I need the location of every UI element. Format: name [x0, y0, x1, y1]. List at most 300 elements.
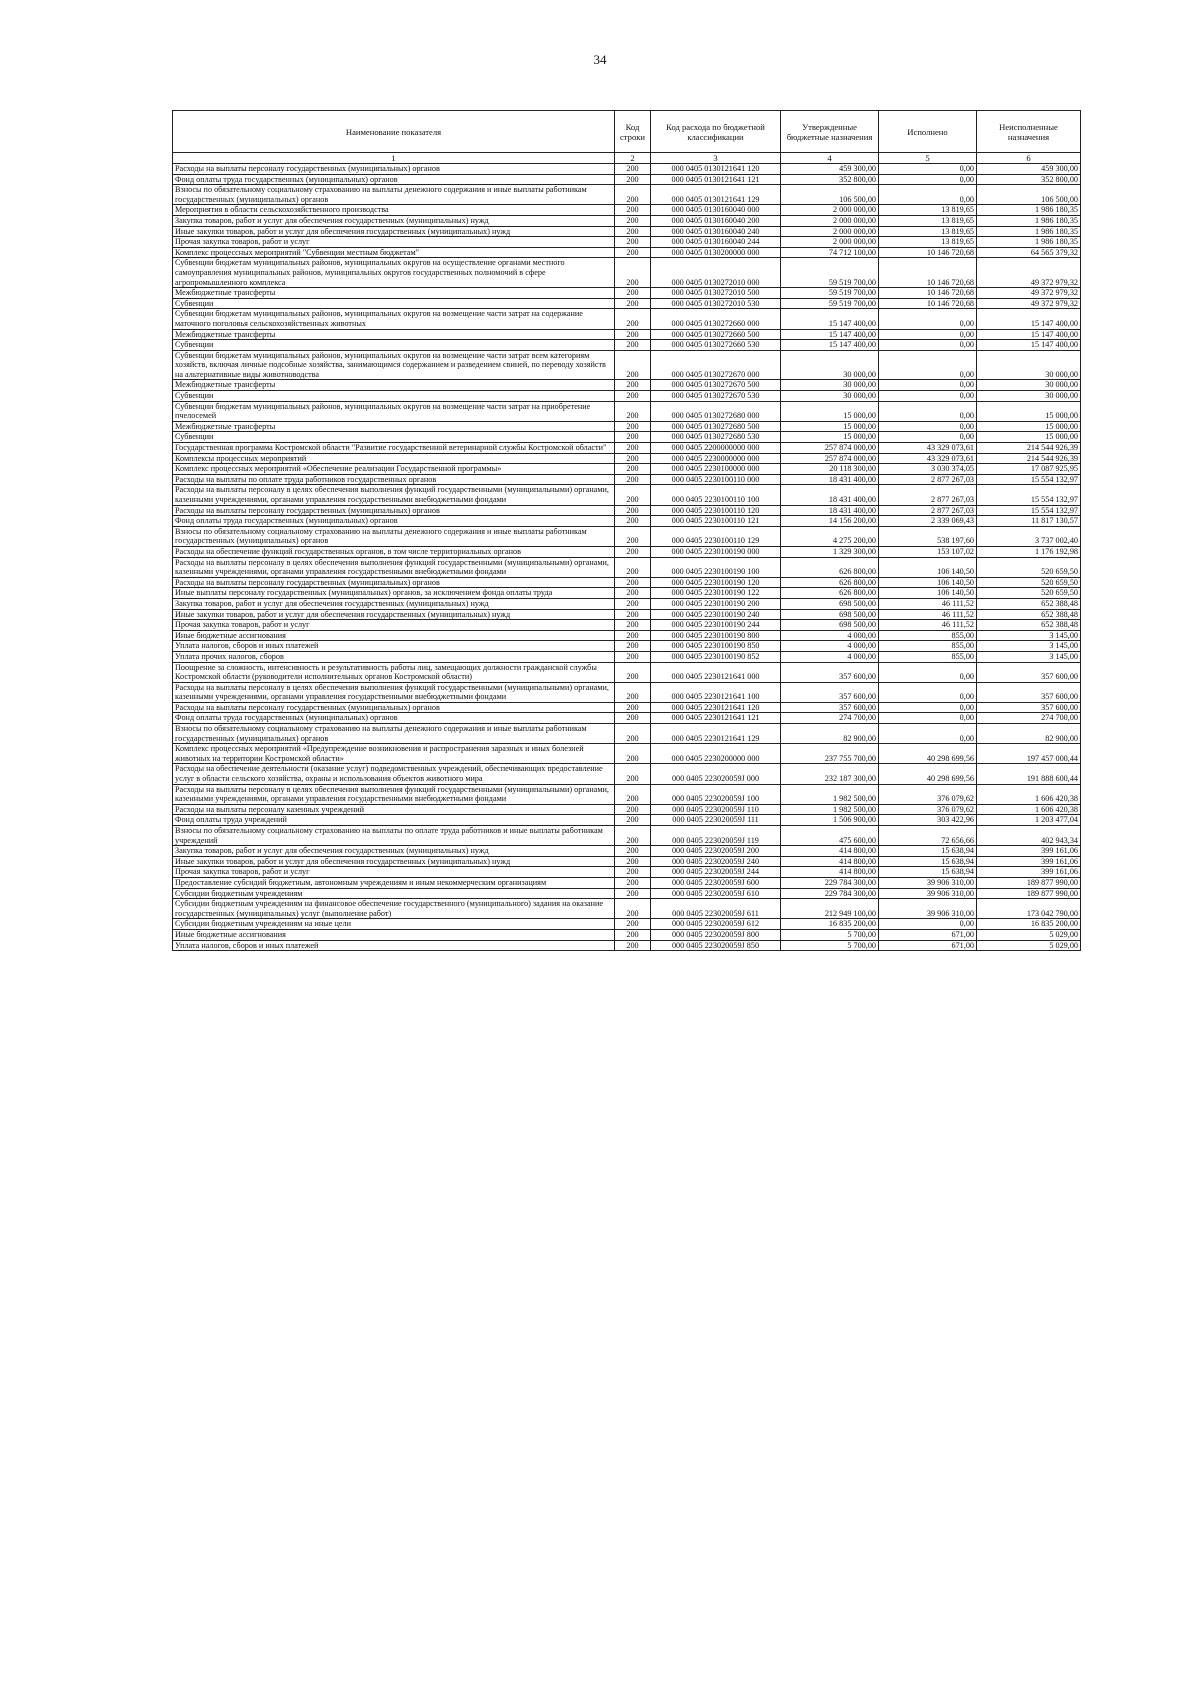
line-code-cell: 200 — [615, 919, 651, 930]
indicator-name-cell: Субвенции — [173, 391, 615, 402]
approved-amount-cell: 18 431 400,00 — [781, 485, 879, 505]
executed-amount-cell: 0,00 — [879, 380, 977, 391]
unexecuted-amount-cell: 11 817 130,57 — [977, 516, 1081, 527]
table-row — [173, 804, 1081, 815]
approved-amount-cell: 59 519 700,00 — [781, 288, 879, 299]
indicator-name-cell: Субсидии бюджетным учреждениям на иные цели — [173, 919, 615, 930]
expense-code-cell: 000 0405 0130160040 244 — [651, 237, 781, 248]
indicator-name-cell: Субвенции бюджетам муниципальных районов, муниципальных округов на осуществление органами местного самоуправления муниципальных районов, муниципальных округов государственных полномочий в сфере агропромышленного комплекса — [173, 258, 615, 288]
table-row — [173, 651, 1081, 662]
table-row — [173, 401, 1081, 421]
table-row — [173, 474, 1081, 485]
approved-amount-cell: 414 800,00 — [781, 856, 879, 867]
expense-code-cell: 000 0405 223020059J 200 — [651, 846, 781, 857]
table-row — [173, 744, 1081, 764]
executed-amount-cell: 0,00 — [879, 713, 977, 724]
approved-amount-cell: 459 300,00 — [781, 164, 879, 175]
line-code-cell: 200 — [615, 929, 651, 940]
line-code-cell: 200 — [615, 526, 651, 546]
indicator-name-cell: Прочая закупка товаров, работ и услуг — [173, 620, 615, 631]
line-code-cell: 200 — [615, 401, 651, 421]
indicator-name-cell: Субсидии бюджетным учреждениям — [173, 888, 615, 899]
indicator-name-cell: Взносы по обязательному социальному страхованию на выплаты денежного содержания и иные выплаты работникам государственных (муниципальных) органов — [173, 185, 615, 205]
table-body — [173, 164, 1081, 951]
unexecuted-amount-cell: 3 145,00 — [977, 630, 1081, 641]
table-row — [173, 620, 1081, 631]
approved-amount-cell: 232 187 300,00 — [781, 764, 879, 784]
column-number: 2 — [615, 153, 651, 164]
table-row — [173, 164, 1081, 175]
executed-amount-cell: 15 638,94 — [879, 846, 977, 857]
table-row — [173, 929, 1081, 940]
table-row — [173, 298, 1081, 309]
executed-amount-cell: 10 146 720,68 — [879, 258, 977, 288]
unexecuted-amount-cell: 15 147 400,00 — [977, 329, 1081, 340]
line-code-cell: 200 — [615, 682, 651, 702]
line-code-cell: 200 — [615, 288, 651, 299]
line-code-cell: 200 — [615, 826, 651, 846]
table-row — [173, 702, 1081, 713]
line-code-cell: 200 — [615, 598, 651, 609]
indicator-name-cell: Фонд оплаты труда государственных (муниципальных) органов — [173, 174, 615, 185]
table-row — [173, 453, 1081, 464]
executed-amount-cell: 0,00 — [879, 401, 977, 421]
table-row — [173, 557, 1081, 577]
expense-code-cell: 000 0405 2230121641 120 — [651, 702, 781, 713]
indicator-name-cell: Расходы на обеспечение функций государственных органов, в том числе территориальных органов — [173, 546, 615, 557]
table-row — [173, 588, 1081, 599]
indicator-name-cell: Иные бюджетные ассигнования — [173, 630, 615, 641]
indicator-name-cell: Расходы на выплаты персоналу государственных (муниципальных) органов — [173, 164, 615, 175]
approved-amount-cell: 414 800,00 — [781, 846, 879, 857]
executed-amount-cell: 376 079,62 — [879, 804, 977, 815]
indicator-name-cell: Расходы на выплаты персоналу государственных (муниципальных) органов — [173, 577, 615, 588]
unexecuted-amount-cell: 274 700,00 — [977, 713, 1081, 724]
line-code-cell: 200 — [615, 899, 651, 919]
executed-amount-cell: 0,00 — [879, 421, 977, 432]
executed-amount-cell: 2 877 267,03 — [879, 474, 977, 485]
unexecuted-amount-cell: 399 161,06 — [977, 867, 1081, 878]
table-row — [173, 205, 1081, 216]
indicator-name-cell: Закупка товаров, работ и услуг для обеспечения государственных (муниципальных) нужд — [173, 846, 615, 857]
line-code-cell: 200 — [615, 350, 651, 380]
approved-amount-cell: 74 712 100,00 — [781, 247, 879, 258]
indicator-name-cell: Иные закупки товаров, работ и услуг для обеспечения государственных (муниципальных) нужд — [173, 609, 615, 620]
executed-amount-cell: 0,00 — [879, 682, 977, 702]
executed-amount-cell: 15 638,94 — [879, 867, 977, 878]
expense-code-cell: 000 0405 0130272010 000 — [651, 258, 781, 288]
table-row — [173, 641, 1081, 652]
table-row — [173, 432, 1081, 443]
table-row — [173, 329, 1081, 340]
unexecuted-amount-cell: 214 544 926,39 — [977, 453, 1081, 464]
executed-amount-cell: 40 298 699,56 — [879, 744, 977, 764]
executed-amount-cell: 2 877 267,03 — [879, 485, 977, 505]
table-row — [173, 421, 1081, 432]
table-row — [173, 846, 1081, 857]
indicator-name-cell: Субвенции бюджетам муниципальных районов, муниципальных округов на возмещение части затрат всем категориям хозяйств, включая личные подсобные хозяйства, занимающимся содержанием и разведением свиней, по переводу хозяйств на альтернативные виды животноводства — [173, 350, 615, 380]
line-code-cell: 200 — [615, 856, 651, 867]
line-code-cell: 200 — [615, 432, 651, 443]
expense-code-cell: 000 0405 0130121641 120 — [651, 164, 781, 175]
approved-amount-cell: 626 800,00 — [781, 577, 879, 588]
table-row — [173, 630, 1081, 641]
indicator-name-cell: Комплексы процессных мероприятий — [173, 453, 615, 464]
expense-code-cell: 000 0405 0130272680 000 — [651, 401, 781, 421]
line-code-cell: 200 — [615, 505, 651, 516]
table-row — [173, 226, 1081, 237]
indicator-name-cell: Межбюджетные трансферты — [173, 329, 615, 340]
executed-amount-cell: 855,00 — [879, 630, 977, 641]
table-row — [173, 815, 1081, 826]
executed-amount-cell: 0,00 — [879, 702, 977, 713]
line-code-cell: 200 — [615, 804, 651, 815]
approved-amount-cell: 30 000,00 — [781, 350, 879, 380]
indicator-name-cell: Закупка товаров, работ и услуг для обеспечения государственных (муниципальных) нужд — [173, 598, 615, 609]
line-code-cell: 200 — [615, 609, 651, 620]
expense-code-cell: 000 0405 0130121641 121 — [651, 174, 781, 185]
indicator-name-cell: Уплата прочих налогов, сборов — [173, 651, 615, 662]
unexecuted-amount-cell: 352 800,00 — [977, 174, 1081, 185]
header-unexecuted: Неисполненные назначения — [977, 111, 1081, 153]
unexecuted-amount-cell: 16 835 200,00 — [977, 919, 1081, 930]
executed-amount-cell: 43 329 073,61 — [879, 453, 977, 464]
indicator-name-cell: Субвенции бюджетам муниципальных районов, муниципальных округов на возмещение части затрат на содержание маточного поголовья сельскохозяйственных животных — [173, 309, 615, 329]
indicator-name-cell: Комплекс процессных мероприятий «Обеспечение реализации Государственной программы» — [173, 464, 615, 475]
executed-amount-cell: 0,00 — [879, 391, 977, 402]
expense-code-cell: 000 0405 0130272680 530 — [651, 432, 781, 443]
indicator-name-cell: Расходы на выплаты по оплате труда работников государственных органов — [173, 474, 615, 485]
approved-amount-cell: 4 000,00 — [781, 630, 879, 641]
indicator-name-cell: Уплата налогов, сборов и иных платежей — [173, 641, 615, 652]
expense-code-cell: 000 0405 2230100110 100 — [651, 485, 781, 505]
approved-amount-cell: 20 118 300,00 — [781, 464, 879, 475]
approved-amount-cell: 357 600,00 — [781, 702, 879, 713]
executed-amount-cell: 46 111,52 — [879, 598, 977, 609]
approved-amount-cell: 1 982 500,00 — [781, 784, 879, 804]
table-row — [173, 856, 1081, 867]
approved-amount-cell: 698 500,00 — [781, 620, 879, 631]
executed-amount-cell: 0,00 — [879, 919, 977, 930]
line-code-cell: 200 — [615, 298, 651, 309]
indicator-name-cell: Субвенции — [173, 298, 615, 309]
line-code-cell: 200 — [615, 258, 651, 288]
executed-amount-cell: 0,00 — [879, 432, 977, 443]
header-approved: Утвержденные бюджетные назначения — [781, 111, 879, 153]
approved-amount-cell: 5 700,00 — [781, 940, 879, 951]
line-code-cell: 200 — [615, 620, 651, 631]
indicator-name-cell: Расходы на обеспечение деятельности (оказание услуг) подведомственных учреждений, обеспечивающих предоставление услуг в области сельского хозяйства, охраны и использования объектов животного мира — [173, 764, 615, 784]
executed-amount-cell: 13 819,65 — [879, 205, 977, 216]
column-number: 6 — [977, 153, 1081, 164]
header-indicator-name: Наименование показателя — [173, 111, 615, 153]
expense-code-cell: 000 0405 0130272680 500 — [651, 421, 781, 432]
column-number: 5 — [879, 153, 977, 164]
approved-amount-cell: 16 835 200,00 — [781, 919, 879, 930]
approved-amount-cell: 626 800,00 — [781, 588, 879, 599]
executed-amount-cell: 3 030 374,05 — [879, 464, 977, 475]
unexecuted-amount-cell: 357 600,00 — [977, 682, 1081, 702]
executed-amount-cell: 538 197,60 — [879, 526, 977, 546]
executed-amount-cell: 0,00 — [879, 724, 977, 744]
expense-code-cell: 000 0405 0130121641 129 — [651, 185, 781, 205]
expense-code-cell: 000 0405 2230100190 200 — [651, 598, 781, 609]
line-code-cell: 200 — [615, 784, 651, 804]
unexecuted-amount-cell: 1 606 420,38 — [977, 804, 1081, 815]
indicator-name-cell: Расходы на выплаты персоналу государственных (муниципальных) органов — [173, 702, 615, 713]
indicator-name-cell: Расходы на выплаты персоналу казенных учреждений — [173, 804, 615, 815]
unexecuted-amount-cell: 3 737 002,40 — [977, 526, 1081, 546]
table-row — [173, 784, 1081, 804]
indicator-name-cell: Взносы по обязательному социальному страхованию на выплаты денежного содержания и иные выплаты работникам государственных (муниципальных) органов — [173, 724, 615, 744]
table-row — [173, 724, 1081, 744]
indicator-name-cell: Расходы на выплаты персоналу государственных (муниципальных) органов — [173, 505, 615, 516]
line-code-cell: 200 — [615, 516, 651, 527]
indicator-name-cell: Иные выплаты персоналу государственных (муниципальных) органов, за исключением фонда оплаты труда — [173, 588, 615, 599]
approved-amount-cell: 2 000 000,00 — [781, 226, 879, 237]
indicator-name-cell: Комплекс процессных мероприятий "Субвенции местным бюджетам" — [173, 247, 615, 258]
unexecuted-amount-cell: 1 606 420,38 — [977, 784, 1081, 804]
approved-amount-cell: 257 874 000,00 — [781, 443, 879, 454]
unexecuted-amount-cell: 1 986 180,35 — [977, 226, 1081, 237]
table-row — [173, 598, 1081, 609]
expense-code-cell: 000 0405 2230100190 800 — [651, 630, 781, 641]
approved-amount-cell: 4 000,00 — [781, 641, 879, 652]
expense-code-cell: 000 0405 2230100190 122 — [651, 588, 781, 599]
unexecuted-amount-cell: 82 900,00 — [977, 724, 1081, 744]
table-row — [173, 546, 1081, 557]
line-code-cell: 200 — [615, 702, 651, 713]
approved-amount-cell: 59 519 700,00 — [781, 298, 879, 309]
line-code-cell: 200 — [615, 205, 651, 216]
header-line-code: Код строки — [615, 111, 651, 153]
table-row — [173, 940, 1081, 951]
unexecuted-amount-cell: 3 145,00 — [977, 641, 1081, 652]
table-row — [173, 185, 1081, 205]
approved-amount-cell: 15 147 400,00 — [781, 309, 879, 329]
expense-code-cell: 000 0405 2230100110 000 — [651, 474, 781, 485]
indicator-name-cell: Прочая закупка товаров, работ и услуг — [173, 867, 615, 878]
expense-code-cell: 000 0405 2230100110 129 — [651, 526, 781, 546]
table-row — [173, 350, 1081, 380]
unexecuted-amount-cell: 173 042 790,00 — [977, 899, 1081, 919]
line-code-cell: 200 — [615, 380, 651, 391]
table-row — [173, 505, 1081, 516]
unexecuted-amount-cell: 30 000,00 — [977, 380, 1081, 391]
expense-code-cell: 000 0405 0130272010 530 — [651, 298, 781, 309]
budget-execution-table — [172, 110, 1081, 951]
indicator-name-cell: Государственная программа Костромской области "Развитие государственной ветеринарной службы Костромской области" — [173, 443, 615, 454]
expense-code-cell: 000 0405 2200000000 000 — [651, 443, 781, 454]
unexecuted-amount-cell: 15 147 400,00 — [977, 340, 1081, 351]
approved-amount-cell: 106 500,00 — [781, 185, 879, 205]
table-row — [173, 391, 1081, 402]
unexecuted-amount-cell: 402 943,34 — [977, 826, 1081, 846]
table-row — [173, 919, 1081, 930]
expense-code-cell: 000 0405 0130272670 500 — [651, 380, 781, 391]
table-row — [173, 340, 1081, 351]
header-executed: Исполнено — [879, 111, 977, 153]
executed-amount-cell: 303 422,96 — [879, 815, 977, 826]
column-number: 3 — [651, 153, 781, 164]
indicator-name-cell: Субвенции бюджетам муниципальных районов, муниципальных округов на возмещение части затрат на приобретение пчелосемей — [173, 401, 615, 421]
table-row — [173, 713, 1081, 724]
table-row — [173, 380, 1081, 391]
expense-code-cell: 000 0405 223020059J 611 — [651, 899, 781, 919]
unexecuted-amount-cell: 15 000,00 — [977, 401, 1081, 421]
executed-amount-cell: 2 877 267,03 — [879, 505, 977, 516]
unexecuted-amount-cell: 17 087 925,95 — [977, 464, 1081, 475]
indicator-name-cell: Иные бюджетные ассигнования — [173, 929, 615, 940]
executed-amount-cell: 0,00 — [879, 164, 977, 175]
expense-code-cell: 000 0405 0130160040 000 — [651, 205, 781, 216]
line-code-cell: 200 — [615, 309, 651, 329]
indicator-name-cell: Расходы на выплаты персоналу в целях обеспечения выполнения функций государственными (муниципальными) органами, казенными учреждениями, органами управления государственными внебюджетными фондами — [173, 485, 615, 505]
line-code-cell: 200 — [615, 185, 651, 205]
executed-amount-cell: 15 638,94 — [879, 856, 977, 867]
line-code-cell: 200 — [615, 744, 651, 764]
approved-amount-cell: 698 500,00 — [781, 598, 879, 609]
executed-amount-cell: 0,00 — [879, 350, 977, 380]
approved-amount-cell: 30 000,00 — [781, 391, 879, 402]
expense-code-cell: 000 0405 2230100190 244 — [651, 620, 781, 631]
executed-amount-cell: 0,00 — [879, 329, 977, 340]
unexecuted-amount-cell: 1 986 180,35 — [977, 237, 1081, 248]
executed-amount-cell: 13 819,65 — [879, 226, 977, 237]
table-row — [173, 516, 1081, 527]
expense-code-cell: 000 0405 0130272010 500 — [651, 288, 781, 299]
approved-amount-cell: 212 949 100,00 — [781, 899, 879, 919]
indicator-name-cell: Предоставление субсидий бюджетным, автономным учреждениям и иным некоммерческим организациям — [173, 877, 615, 888]
indicator-name-cell: Расходы на выплаты персоналу в целях обеспечения выполнения функций государственными (муниципальными) органами, казенными учреждениями, органами управления государственными внебюджетными фондами — [173, 784, 615, 804]
expense-code-cell: 000 0405 2230100110 121 — [651, 516, 781, 527]
unexecuted-amount-cell: 652 388,48 — [977, 598, 1081, 609]
expense-code-cell: 000 0405 2230100190 852 — [651, 651, 781, 662]
expense-code-cell: 000 0405 223020059J 244 — [651, 867, 781, 878]
approved-amount-cell: 357 600,00 — [781, 682, 879, 702]
line-code-cell: 200 — [615, 421, 651, 432]
expense-code-cell: 000 0405 0130160040 200 — [651, 215, 781, 226]
indicator-name-cell: Взносы по обязательному социальному страхованию на выплаты по оплате труда работников и иные выплаты работникам учреждений — [173, 826, 615, 846]
line-code-cell: 200 — [615, 867, 651, 878]
expense-code-cell: 000 0405 0130272660 000 — [651, 309, 781, 329]
line-code-cell: 200 — [615, 877, 651, 888]
table-row — [173, 215, 1081, 226]
indicator-name-cell: Мероприятия в области сельскохозяйственного производства — [173, 205, 615, 216]
approved-amount-cell: 357 600,00 — [781, 662, 879, 682]
line-code-cell: 200 — [615, 247, 651, 258]
table-row — [173, 877, 1081, 888]
line-code-cell: 200 — [615, 641, 651, 652]
line-code-cell: 200 — [615, 577, 651, 588]
table-row — [173, 609, 1081, 620]
indicator-name-cell: Фонд оплаты труда учреждений — [173, 815, 615, 826]
approved-amount-cell: 2 000 000,00 — [781, 205, 879, 216]
table-row — [173, 826, 1081, 846]
table-header-row — [173, 111, 1081, 153]
unexecuted-amount-cell: 15 147 400,00 — [977, 309, 1081, 329]
expense-code-cell: 000 0405 223020059J 000 — [651, 764, 781, 784]
table-row — [173, 867, 1081, 878]
approved-amount-cell: 30 000,00 — [781, 380, 879, 391]
unexecuted-amount-cell: 459 300,00 — [977, 164, 1081, 175]
executed-amount-cell: 13 819,65 — [879, 215, 977, 226]
line-code-cell: 200 — [615, 174, 651, 185]
expense-code-cell: 000 0405 2230000000 000 — [651, 453, 781, 464]
executed-amount-cell: 153 107,02 — [879, 546, 977, 557]
line-code-cell: 200 — [615, 940, 651, 951]
line-code-cell: 200 — [615, 474, 651, 485]
indicator-name-cell: Закупка товаров, работ и услуг для обеспечения государственных (муниципальных) нужд — [173, 215, 615, 226]
indicator-name-cell: Субвенции — [173, 340, 615, 351]
indicator-name-cell: Прочая закупка товаров, работ и услуг — [173, 237, 615, 248]
expense-code-cell: 000 0405 223020059J 800 — [651, 929, 781, 940]
expense-code-cell: 000 0405 223020059J 111 — [651, 815, 781, 826]
line-code-cell: 200 — [615, 764, 651, 784]
approved-amount-cell: 15 147 400,00 — [781, 329, 879, 340]
unexecuted-amount-cell: 520 659,50 — [977, 557, 1081, 577]
table-row — [173, 662, 1081, 682]
line-code-cell: 200 — [615, 815, 651, 826]
executed-amount-cell: 10 146 720,68 — [879, 288, 977, 299]
column-number-row — [173, 153, 1081, 164]
approved-amount-cell: 59 519 700,00 — [781, 258, 879, 288]
unexecuted-amount-cell: 189 877 990,00 — [977, 877, 1081, 888]
unexecuted-amount-cell: 191 888 600,44 — [977, 764, 1081, 784]
line-code-cell: 200 — [615, 588, 651, 599]
unexecuted-amount-cell: 49 372 979,32 — [977, 258, 1081, 288]
table-row — [173, 526, 1081, 546]
unexecuted-amount-cell: 15 554 132,97 — [977, 474, 1081, 485]
expense-code-cell: 000 0405 223020059J 600 — [651, 877, 781, 888]
executed-amount-cell: 106 140,50 — [879, 557, 977, 577]
expense-code-cell: 000 0405 0130272660 530 — [651, 340, 781, 351]
unexecuted-amount-cell: 1 986 180,35 — [977, 205, 1081, 216]
line-code-cell: 200 — [615, 546, 651, 557]
line-code-cell: 200 — [615, 464, 651, 475]
table-row — [173, 577, 1081, 588]
approved-amount-cell: 414 800,00 — [781, 867, 879, 878]
executed-amount-cell: 855,00 — [879, 641, 977, 652]
unexecuted-amount-cell: 49 372 979,32 — [977, 298, 1081, 309]
unexecuted-amount-cell: 30 000,00 — [977, 350, 1081, 380]
approved-amount-cell: 475 600,00 — [781, 826, 879, 846]
approved-amount-cell: 18 431 400,00 — [781, 474, 879, 485]
approved-amount-cell: 257 874 000,00 — [781, 453, 879, 464]
expense-code-cell: 000 0405 2230121641 000 — [651, 662, 781, 682]
unexecuted-amount-cell: 652 388,48 — [977, 620, 1081, 631]
approved-amount-cell: 1 329 300,00 — [781, 546, 879, 557]
indicator-name-cell: Фонд оплаты труда государственных (муниципальных) органов — [173, 713, 615, 724]
unexecuted-amount-cell: 15 000,00 — [977, 421, 1081, 432]
approved-amount-cell: 352 800,00 — [781, 174, 879, 185]
unexecuted-amount-cell: 1 986 180,35 — [977, 215, 1081, 226]
indicator-name-cell: Межбюджетные трансферты — [173, 421, 615, 432]
line-code-cell: 200 — [615, 846, 651, 857]
approved-amount-cell: 698 500,00 — [781, 609, 879, 620]
unexecuted-amount-cell: 5 029,00 — [977, 940, 1081, 951]
approved-amount-cell: 15 147 400,00 — [781, 340, 879, 351]
line-code-cell: 200 — [615, 237, 651, 248]
expense-code-cell: 000 0405 223020059J 100 — [651, 784, 781, 804]
approved-amount-cell: 4 000,00 — [781, 651, 879, 662]
line-code-cell: 200 — [615, 453, 651, 464]
line-code-cell: 200 — [615, 651, 651, 662]
approved-amount-cell: 237 755 700,00 — [781, 744, 879, 764]
unexecuted-amount-cell: 399 161,06 — [977, 856, 1081, 867]
table-row — [173, 247, 1081, 258]
approved-amount-cell: 2 000 000,00 — [781, 237, 879, 248]
